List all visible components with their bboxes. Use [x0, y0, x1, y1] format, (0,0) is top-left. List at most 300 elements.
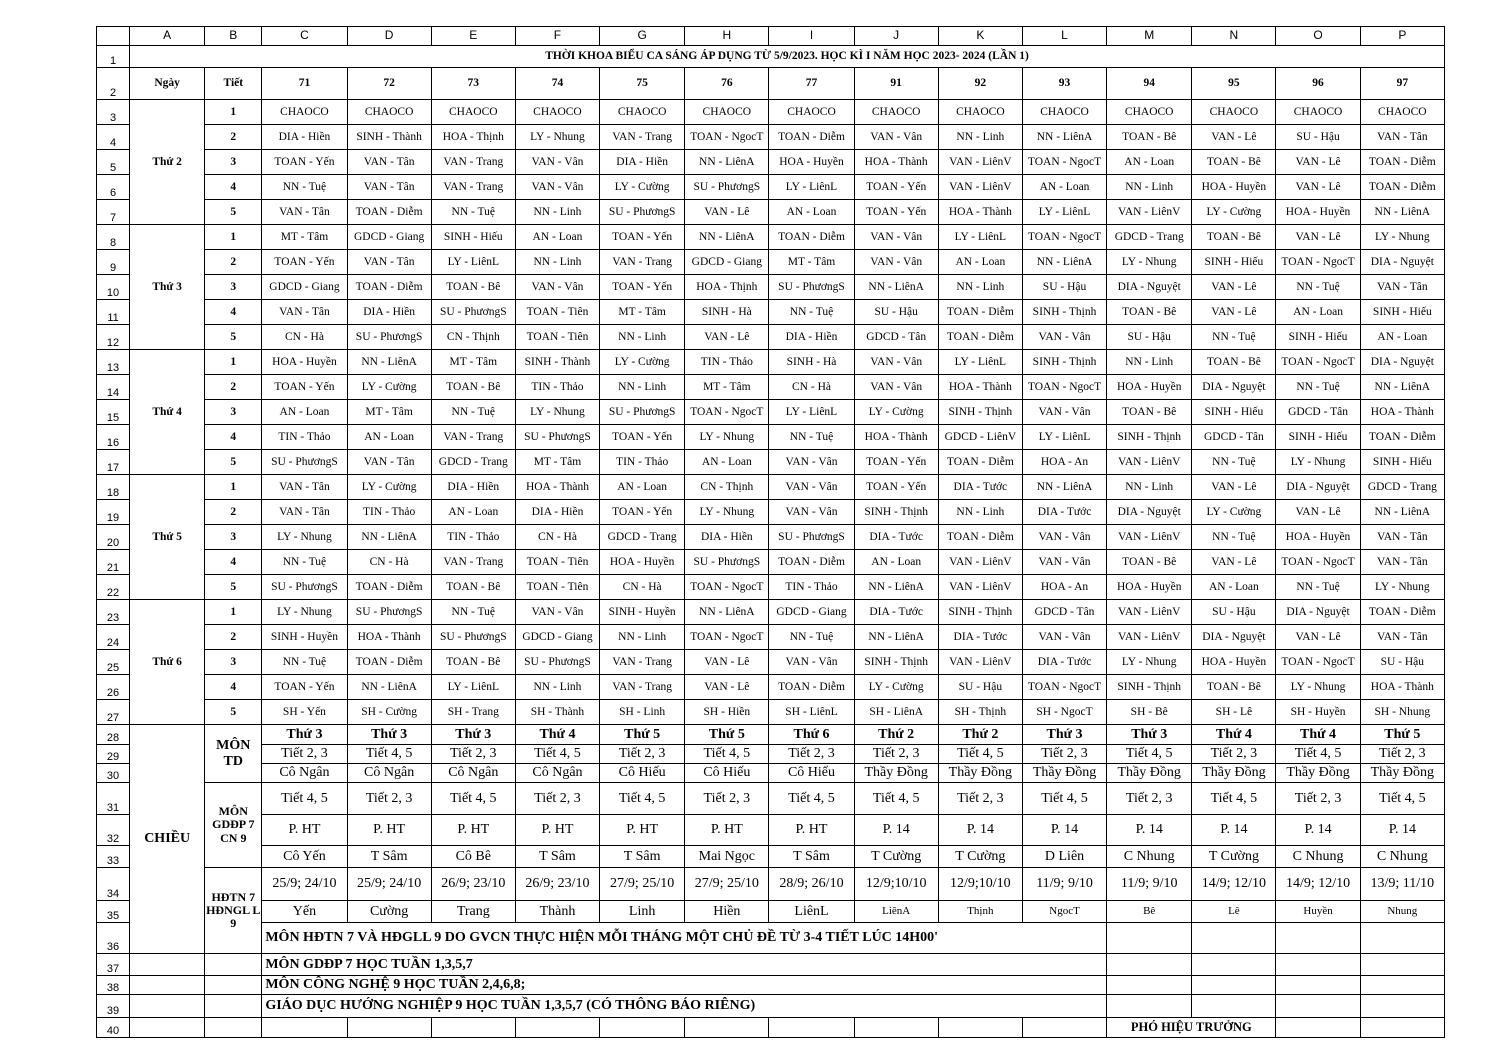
schedule-cell: VAN - LiênV	[1107, 625, 1192, 650]
empty-cell	[130, 976, 205, 995]
schedule-cell: AN - Loan	[1192, 575, 1276, 600]
gddp-rooms-row	[97, 815, 1445, 846]
empty-cell	[205, 995, 262, 1018]
gddp-period: Tiết 2, 3	[685, 783, 769, 815]
row-number: 23	[97, 600, 130, 625]
schedule-cell: AN - Loan	[685, 450, 769, 475]
schedule-cell: CHAOCO	[1022, 100, 1106, 125]
schedule-row	[97, 675, 1445, 700]
schedule-cell: HOA - Thành	[1360, 675, 1444, 700]
gddp-room: P. HT	[347, 815, 431, 846]
schedule-cell: TOAN - Yến	[262, 375, 347, 400]
schedule-cell: NN - Tuệ	[431, 400, 515, 425]
schedule-cell: NN - Tuệ	[1192, 325, 1276, 350]
period-number: 4	[205, 550, 262, 575]
schedule-cell: CHAOCO	[1107, 100, 1192, 125]
td-day: Thứ 3	[347, 725, 431, 745]
td-teacher: Cô Hiếu	[769, 764, 854, 783]
day-label: Thứ 4	[130, 350, 205, 475]
schedule-cell: DIA - Nguyệt	[1192, 625, 1276, 650]
schedule-cell: NN - Tuệ	[769, 625, 854, 650]
schedule-cell: TOAN - Diễm	[769, 550, 854, 575]
schedule-cell: SU - PhươngS	[347, 325, 431, 350]
empty-cell	[262, 1018, 347, 1038]
gddp-room: P. 14	[938, 815, 1022, 846]
schedule-cell: DIA - Hiền	[262, 125, 347, 150]
schedule-cell: HOA - Huyền	[1107, 575, 1192, 600]
schedule-cell: HOA - An	[1022, 575, 1106, 600]
schedule-cell: GDCD - Tân	[854, 325, 938, 350]
schedule-row	[97, 500, 1445, 525]
schedule-cell: TOAN - NgocT	[1022, 675, 1106, 700]
empty-cell	[1107, 976, 1192, 995]
schedule-cell: SU - Hậu	[1276, 125, 1360, 150]
period-number: 3	[205, 150, 262, 175]
schedule-cell: NN - LiênA	[685, 225, 769, 250]
row-number: 29	[97, 745, 130, 764]
schedule-cell: VAN - Trang	[600, 250, 685, 275]
td-teacher: Thầy Đồng	[1107, 764, 1192, 783]
schedule-cell: VAN - Vân	[769, 450, 854, 475]
schedule-cell: TOAN - Yến	[854, 200, 938, 225]
gddp-room: P. 14	[1360, 815, 1444, 846]
schedule-cell: DIA - Hiền	[685, 525, 769, 550]
schedule-cell: SH - LiênA	[854, 700, 938, 725]
class-header-row	[97, 68, 1445, 100]
hdtn-teacher: LiênL	[769, 901, 854, 923]
period-number: 2	[205, 375, 262, 400]
schedule-cell: DIA - Nguyệt	[1107, 275, 1192, 300]
schedule-cell: GDCD - Giang	[262, 275, 347, 300]
schedule-cell: TOAN - Tiên	[515, 325, 599, 350]
empty-cell	[1022, 1018, 1106, 1038]
schedule-cell: VAN - Lê	[1192, 475, 1276, 500]
schedule-cell: SH - Cường	[347, 700, 431, 725]
period-number: 5	[205, 325, 262, 350]
schedule-cell: SH - Trang	[431, 700, 515, 725]
schedule-cell: SU - PhươngS	[347, 600, 431, 625]
schedule-cell: VAN - Lê	[685, 650, 769, 675]
schedule-cell: SINH - Hiếu	[1360, 300, 1444, 325]
schedule-cell: TIN - Thảo	[769, 575, 854, 600]
schedule-row	[97, 525, 1445, 550]
schedule-cell: LY - Cường	[600, 175, 685, 200]
hdtn-date: 25/9; 24/10	[262, 868, 347, 901]
schedule-cell: VAN - Tân	[262, 475, 347, 500]
schedule-cell: AN - Loan	[938, 250, 1022, 275]
schedule-cell: NN - LiênA	[1360, 200, 1444, 225]
gddp-teacher: T Sâm	[347, 846, 431, 868]
schedule-cell: AN - Loan	[600, 475, 685, 500]
gddp-period: Tiết 4, 5	[262, 783, 347, 815]
class-header: 72	[347, 68, 431, 100]
td-period: Tiết 2, 3	[431, 745, 515, 764]
schedule-cell: SU - Hậu	[854, 300, 938, 325]
schedule-cell: TOAN - Diễm	[347, 200, 431, 225]
td-teacher: Thầy Đồng	[854, 764, 938, 783]
schedule-cell: TOAN - Bê	[1192, 150, 1276, 175]
class-header: 91	[854, 68, 938, 100]
schedule-cell: TOAN - Bê	[1107, 125, 1192, 150]
gddp-teacher: T Cường	[854, 846, 938, 868]
schedule-cell: GDCD - Tân	[1276, 400, 1360, 425]
td-day: Thứ 4	[1192, 725, 1276, 745]
schedule-cell: NN - Linh	[600, 325, 685, 350]
afternoon-label: CHIỀU	[130, 725, 205, 954]
empty-cell	[1192, 923, 1276, 954]
period-number: 5	[205, 575, 262, 600]
schedule-cell: VAN - Lê	[685, 200, 769, 225]
class-header: 96	[1276, 68, 1360, 100]
schedule-cell: CN - Hà	[347, 550, 431, 575]
schedule-cell: HOA - Huyền	[600, 550, 685, 575]
row-number: 7	[97, 200, 130, 225]
schedule-cell: TOAN - Bê	[431, 650, 515, 675]
schedule-cell: LY - Nhung	[515, 400, 599, 425]
schedule-cell: TOAN - NgocT	[1276, 650, 1360, 675]
td-period: Tiết 4, 5	[515, 745, 599, 764]
gddp-teacher: T Sâm	[515, 846, 599, 868]
period-header: Tiết	[205, 68, 262, 100]
schedule-cell: SU - Hậu	[1192, 600, 1276, 625]
schedule-cell: TOAN - NgocT	[1022, 375, 1106, 400]
schedule-cell: VAN - Trang	[600, 650, 685, 675]
corner-cell	[97, 27, 130, 46]
empty-cell	[1107, 954, 1192, 976]
row-number: 22	[97, 575, 130, 600]
schedule-cell: NN - Tuệ	[769, 425, 854, 450]
schedule-row	[97, 550, 1445, 575]
day-label: Thứ 6	[130, 600, 205, 725]
schedule-cell: LY - Cường	[347, 375, 431, 400]
schedule-cell: DIA - Tước	[938, 625, 1022, 650]
hdtn-date: 12/9;10/10	[938, 868, 1022, 901]
schedule-cell: NN - LiênA	[347, 350, 431, 375]
schedule-cell: VAN - LiênV	[938, 575, 1022, 600]
class-header: 76	[685, 68, 769, 100]
gddp-teacher: D Liên	[1022, 846, 1106, 868]
schedule-cell: DIA - Nguyệt	[1276, 600, 1360, 625]
schedule-cell: SU - PhươngS	[685, 175, 769, 200]
schedule-cell: TIN - Thảo	[431, 525, 515, 550]
schedule-cell: HOA - Thành	[854, 150, 938, 175]
gddp-period: Tiết 4, 5	[769, 783, 854, 815]
schedule-cell: SU - PhươngS	[515, 650, 599, 675]
schedule-cell: SU - PhươngS	[431, 300, 515, 325]
td-teacher: Cô Ngân	[515, 764, 599, 783]
td-day: Thứ 5	[600, 725, 685, 745]
gddp-period: Tiết 2, 3	[1107, 783, 1192, 815]
schedule-cell: VAN - LiênV	[1107, 600, 1192, 625]
schedule-cell: CHAOCO	[1192, 100, 1276, 125]
schedule-cell: LY - LiênL	[1022, 200, 1106, 225]
schedule-cell: LY - LiênL	[1022, 425, 1106, 450]
schedule-cell: LY - Nhung	[262, 525, 347, 550]
schedule-cell: NN - Linh	[1107, 475, 1192, 500]
hdtn-date: 11/9; 9/10	[1107, 868, 1192, 901]
schedule-cell: GDCD - Giang	[685, 250, 769, 275]
empty-cell	[1360, 954, 1444, 976]
hdtn-teacher: Yến	[262, 901, 347, 923]
gddp-room: P. 14	[1192, 815, 1276, 846]
schedule-cell: TOAN - Diễm	[1360, 600, 1444, 625]
td-period: Tiết 2, 3	[1022, 745, 1106, 764]
empty-cell	[1192, 995, 1276, 1018]
schedule-cell: GDCD - Tân	[1022, 600, 1106, 625]
gddp-period: Tiết 4, 5	[854, 783, 938, 815]
schedule-cell: VAN - Vân	[854, 125, 938, 150]
schedule-cell: HOA - Thành	[1360, 400, 1444, 425]
period-number: 2	[205, 250, 262, 275]
td-day: Thứ 2	[854, 725, 938, 745]
td-period: Tiết 4, 5	[1107, 745, 1192, 764]
empty-cell	[1192, 976, 1276, 995]
row-number: 15	[97, 400, 130, 425]
note-row	[97, 995, 1445, 1018]
schedule-cell: AN - Loan	[1022, 175, 1106, 200]
schedule-cell: VAN - Trang	[600, 125, 685, 150]
schedule-cell: MT - Tâm	[769, 250, 854, 275]
period-number: 1	[205, 100, 262, 125]
row-number: 11	[97, 300, 130, 325]
schedule-cell: SINH - Thịnh	[1107, 425, 1192, 450]
empty-cell	[205, 976, 262, 995]
schedule-cell: CN - Thịnh	[685, 475, 769, 500]
class-header: 95	[1192, 68, 1276, 100]
td-period: Tiết 2, 3	[769, 745, 854, 764]
td-periods-row	[97, 745, 1445, 764]
schedule-cell: NN - Tuệ	[1276, 375, 1360, 400]
schedule-row	[97, 450, 1445, 475]
schedule-cell: TOAN - Tiên	[515, 575, 599, 600]
schedule-cell: TOAN - NgocT	[1276, 350, 1360, 375]
hdtn-teacher: Trang	[431, 901, 515, 923]
schedule-cell: DIA - Tước	[1022, 500, 1106, 525]
gddp-room: P. 14	[1276, 815, 1360, 846]
schedule-cell: LY - LiênL	[769, 400, 854, 425]
schedule-cell: VAN - Vân	[1022, 325, 1106, 350]
schedule-cell: NN - Tuệ	[1192, 525, 1276, 550]
schedule-cell: VAN - Tân	[262, 500, 347, 525]
schedule-cell: VAN - Vân	[854, 375, 938, 400]
column-letter: P	[1360, 27, 1444, 46]
class-header: 93	[1022, 68, 1106, 100]
schedule-cell: TOAN - Diễm	[1360, 150, 1444, 175]
row-number: 6	[97, 175, 130, 200]
schedule-cell: TOAN - Yến	[600, 500, 685, 525]
schedule-cell: LY - LiênL	[769, 175, 854, 200]
empty-cell	[1276, 995, 1360, 1018]
gddp-period: Tiết 2, 3	[515, 783, 599, 815]
schedule-cell: NN - Tuệ	[431, 200, 515, 225]
schedule-cell: TIN - Thảo	[515, 375, 599, 400]
schedule-cell: TOAN - Bê	[1107, 300, 1192, 325]
td-day: Thứ 4	[1276, 725, 1360, 745]
class-header: 92	[938, 68, 1022, 100]
schedule-cell: VAN - Vân	[515, 600, 599, 625]
class-header: 94	[1107, 68, 1192, 100]
schedule-cell: HOA - Thịnh	[431, 125, 515, 150]
schedule-row	[97, 700, 1445, 725]
row-number: 3	[97, 100, 130, 125]
schedule-cell: DIA - Hiền	[769, 325, 854, 350]
schedule-cell: SINH - Thành	[515, 350, 599, 375]
schedule-cell: VAN - Lê	[1276, 625, 1360, 650]
schedule-cell: TOAN - Yến	[854, 450, 938, 475]
hdtn-note: MÔN HĐTN 7 VÀ HĐGLL 9 DO GVCN THỰC HIỆN MỖI THÁNG MỘT CHỦ ĐỀ TỪ 3-4 TIẾT LÚC 14H00'	[262, 923, 1107, 954]
schedule-cell: MT - Tâm	[262, 225, 347, 250]
td-teacher: Thầy Đồng	[938, 764, 1022, 783]
row-number: 18	[97, 475, 130, 500]
schedule-cell: SU - Hậu	[938, 675, 1022, 700]
schedule-cell: MT - Tâm	[347, 400, 431, 425]
empty-cell	[515, 1018, 599, 1038]
schedule-cell: LY - Cường	[1192, 200, 1276, 225]
schedule-row	[97, 275, 1445, 300]
note-row	[97, 954, 1445, 976]
td-days-row	[97, 725, 1445, 745]
schedule-cell: SINH - Hà	[685, 300, 769, 325]
gddp-label: MÔN GDĐP 7 CN 9	[205, 783, 262, 868]
schedule-cell: LY - Cường	[854, 400, 938, 425]
schedule-cell: TIN - Thảo	[685, 350, 769, 375]
gddp-room: P. HT	[685, 815, 769, 846]
td-period: Tiết 2, 3	[262, 745, 347, 764]
hdtn-date: 14/9; 12/10	[1192, 868, 1276, 901]
row-number: 4	[97, 125, 130, 150]
schedule-cell: AN - Loan	[431, 500, 515, 525]
schedule-cell: TOAN - Bê	[1107, 550, 1192, 575]
schedule-cell: VAN - Trang	[600, 675, 685, 700]
column-letter: N	[1192, 27, 1276, 46]
gddp-period: Tiết 2, 3	[938, 783, 1022, 815]
schedule-cell: VAN - Tân	[1360, 550, 1444, 575]
td-day: Thứ 3	[1022, 725, 1106, 745]
page-title: THỜI KHOA BIỂU CA SÁNG ÁP DỤNG TỪ 5/9/2023. HỌC KÌ I NĂM HỌC 2023- 2024 (LẦN 1)	[130, 46, 1445, 68]
row-number: 8	[97, 225, 130, 250]
schedule-cell: TOAN - Bê	[1192, 225, 1276, 250]
schedule-cell: TOAN - Diễm	[769, 225, 854, 250]
schedule-cell: TIN - Thảo	[262, 425, 347, 450]
schedule-cell: MT - Tâm	[600, 300, 685, 325]
schedule-cell: SH - Huyền	[1276, 700, 1360, 725]
schedule-cell: TOAN - Diễm	[347, 275, 431, 300]
hdtn-date: 27/9; 25/10	[600, 868, 685, 901]
schedule-cell: TOAN - NgocT	[685, 575, 769, 600]
schedule-cell: TOAN - Tiên	[515, 300, 599, 325]
schedule-cell: VAN - Tân	[262, 300, 347, 325]
period-number: 5	[205, 450, 262, 475]
schedule-cell: SINH - Thịnh	[854, 650, 938, 675]
day-label: Thứ 2	[130, 100, 205, 225]
schedule-cell: SU - Hậu	[1107, 325, 1192, 350]
schedule-cell: VAN - LiênV	[938, 550, 1022, 575]
schedule-cell: SU - PhươngS	[262, 450, 347, 475]
schedule-cell: SH - Bê	[1107, 700, 1192, 725]
gddp-room: P. 14	[1107, 815, 1192, 846]
empty-cell	[130, 995, 205, 1018]
td-teacher: Cô Hiếu	[600, 764, 685, 783]
gddp-room: P. HT	[769, 815, 854, 846]
row-number: 27	[97, 700, 130, 725]
schedule-cell: NN - Tuệ	[262, 175, 347, 200]
schedule-cell: NN - LiênA	[347, 675, 431, 700]
schedule-cell: LY - Nhung	[1276, 675, 1360, 700]
row-number: 26	[97, 675, 130, 700]
schedule-row	[97, 350, 1445, 375]
schedule-cell: TOAN - Yến	[600, 225, 685, 250]
td-day: Thứ 6	[769, 725, 854, 745]
schedule-cell: LY - Nhung	[1107, 650, 1192, 675]
schedule-cell: LY - LiênL	[431, 675, 515, 700]
schedule-cell: SU - PhươngS	[685, 550, 769, 575]
hdtn-date: 28/9; 26/10	[769, 868, 854, 901]
empty-cell	[1276, 976, 1360, 995]
schedule-cell: SINH - Thành	[347, 125, 431, 150]
column-letter: J	[854, 27, 938, 46]
schedule-cell: DIA - Hiền	[347, 300, 431, 325]
row-number: 25	[97, 650, 130, 675]
schedule-cell: HOA - Huyền	[1192, 650, 1276, 675]
schedule-cell: VAN - Tân	[1360, 625, 1444, 650]
schedule-cell: SINH - Thịnh	[1022, 350, 1106, 375]
day-label: Thứ 3	[130, 225, 205, 350]
period-number: 2	[205, 500, 262, 525]
schedule-row	[97, 300, 1445, 325]
schedule-cell: TOAN - Diễm	[347, 650, 431, 675]
schedule-cell: NN - LiênA	[1022, 125, 1106, 150]
hdtn-date: 13/9; 11/10	[1360, 868, 1444, 901]
schedule-cell: CHAOCO	[1360, 100, 1444, 125]
schedule-cell: NN - Tuệ	[769, 300, 854, 325]
schedule-cell: DIA - Nguyệt	[1360, 350, 1444, 375]
hdtn-date: 27/9; 25/10	[685, 868, 769, 901]
hdtn-teacher: Thành	[515, 901, 599, 923]
schedule-row	[97, 475, 1445, 500]
schedule-cell: HOA - Thành	[938, 200, 1022, 225]
period-number: 2	[205, 125, 262, 150]
td-teacher: Thầy Đồng	[1360, 764, 1444, 783]
schedule-cell: VAN - Trang	[431, 550, 515, 575]
row-number: 31	[97, 783, 130, 815]
schedule-cell: DIA - Hiền	[431, 475, 515, 500]
empty-cell	[1360, 1018, 1444, 1038]
schedule-cell: VAN - Vân	[1022, 525, 1106, 550]
hdtn-teacher: Lê	[1192, 901, 1276, 923]
row-number: 2	[97, 68, 130, 100]
gddp-teacher: C Nhung	[1107, 846, 1192, 868]
schedule-cell: CN - Hà	[769, 375, 854, 400]
empty-cell	[205, 1018, 262, 1038]
column-letter: E	[431, 27, 515, 46]
td-day: Thứ 4	[515, 725, 599, 745]
schedule-cell: SH - Hiền	[685, 700, 769, 725]
empty-cell	[1192, 954, 1276, 976]
empty-cell	[1360, 995, 1444, 1018]
hdtn-date: 11/9; 9/10	[1022, 868, 1106, 901]
schedule-cell: NN - Linh	[938, 125, 1022, 150]
column-letter: D	[347, 27, 431, 46]
schedule-cell: NN - LiênA	[1022, 475, 1106, 500]
class-header: 74	[515, 68, 599, 100]
hdtn-date: 26/9; 23/10	[431, 868, 515, 901]
schedule-cell: GDCD - Trang	[1360, 475, 1444, 500]
gddp-period: Tiết 4, 5	[1022, 783, 1106, 815]
td-day: Thứ 3	[1107, 725, 1192, 745]
schedule-cell: GDCD - Giang	[347, 225, 431, 250]
day-header: Ngày	[130, 68, 205, 100]
schedule-cell: NN - LiênA	[685, 600, 769, 625]
